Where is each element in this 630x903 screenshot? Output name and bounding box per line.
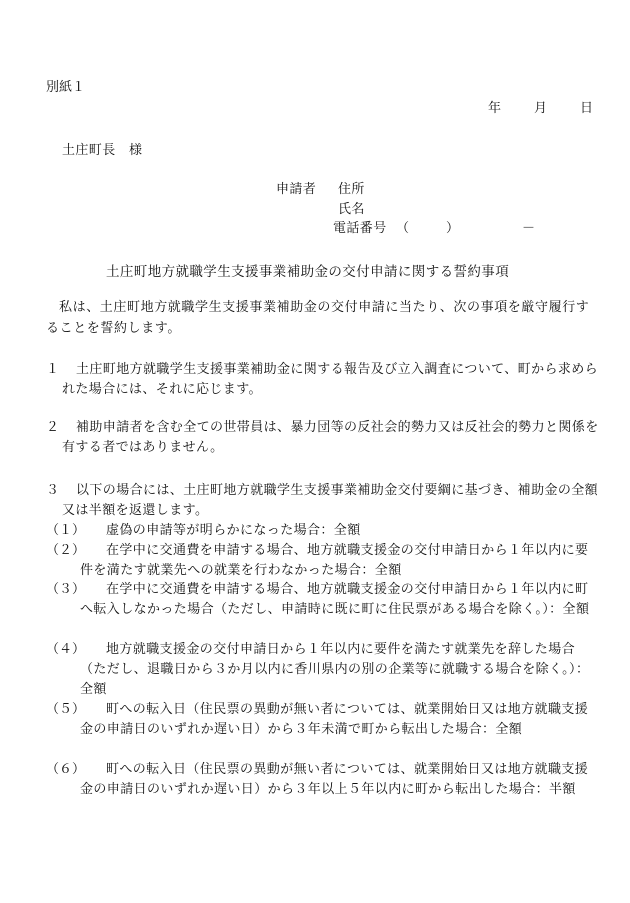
subitem-number: （２） [46,543,86,558]
phone-dash: － [522,221,536,236]
item-number: １ [46,362,60,377]
subitem-text: 虚偽の申請等が明らかになった場合：全額 [106,523,361,538]
address-label: 住所 [338,182,365,197]
subitem-text: 在学中に交通費を申請する場合、地方就職支援金の交付申請日から１年以内に町へ転入しなかった場合（ただし、申請時に既に町に住民票がある場合を除く。）：全額 [80,582,590,617]
subitem-text: 町への転入日（住民票の異動が無い者については、就業開始日又は地方就職支援金の申請日のいずれか遅い日）から３年以上５年以内に町から転出した場合：半額 [80,762,589,797]
phone-close-paren: ） [446,221,460,236]
date-month: 月 [534,101,548,116]
subitem-number: （１） [46,523,86,538]
subitem-number: （４） [46,642,86,657]
subitem-text: 在学中に交通費を申請する場合、地方就職支援金の交付申請日から１年以内に要件を満たす就業先への就業を行わなかった場合：全額 [80,543,589,578]
phone-label: 電話番号 [333,221,387,236]
addressee: 土庄町長 様 [62,143,143,158]
subitem-number: （５） [46,702,86,717]
form-label: 別紙１ [46,80,86,95]
item-number: ３ [46,483,60,498]
name-label: 氏名 [338,202,365,217]
subitem-number: （６） [46,762,86,777]
item-text: 以下の場合には、土庄町地方就職学生支援事業補助金交付要綱に基づき、補助金の全額又は半額を返還します。 [62,483,599,518]
subitem-number: （３） [46,582,86,597]
item-text: 土庄町地方就職学生支援事業補助金に関する報告及び立入調査について、町から求められた場合には、それに応じます。 [62,362,599,397]
intro-paragraph: 私は、土庄町地方就職学生支援事業補助金の交付申請に当たり、次の事項を厳守履行することを誓約します。 [46,300,590,336]
item-number: ２ [46,420,60,435]
document-title: 土庄町地方就職学生支援事業補助金の交付申請に関する誓約事項 [106,264,510,280]
date-year: 年 [488,101,502,116]
date-day: 日 [580,101,594,116]
subitem-text: 地方就職支援金の交付申請日から１年以内に要件を満たす就業先を辞した場合（ただし、退職日から３か月以内に香川県内の別の企業等に就職する場合を除く。）：全額 [80,642,590,697]
applicant-role-label: 申請者 [276,182,317,197]
phone-open-paren: （ [396,221,410,236]
subitem-text: 町への転入日（住民票の異動が無い者については、就業開始日又は地方就職支援金の申請日のいずれか遅い日）から３年未満で町から転出した場合：全額 [80,702,589,737]
item-text: 補助申請者を含む全ての世帯員は、暴力団等の反社会的勢力又は反社会的勢力と関係を有する者ではありません。 [62,420,599,455]
